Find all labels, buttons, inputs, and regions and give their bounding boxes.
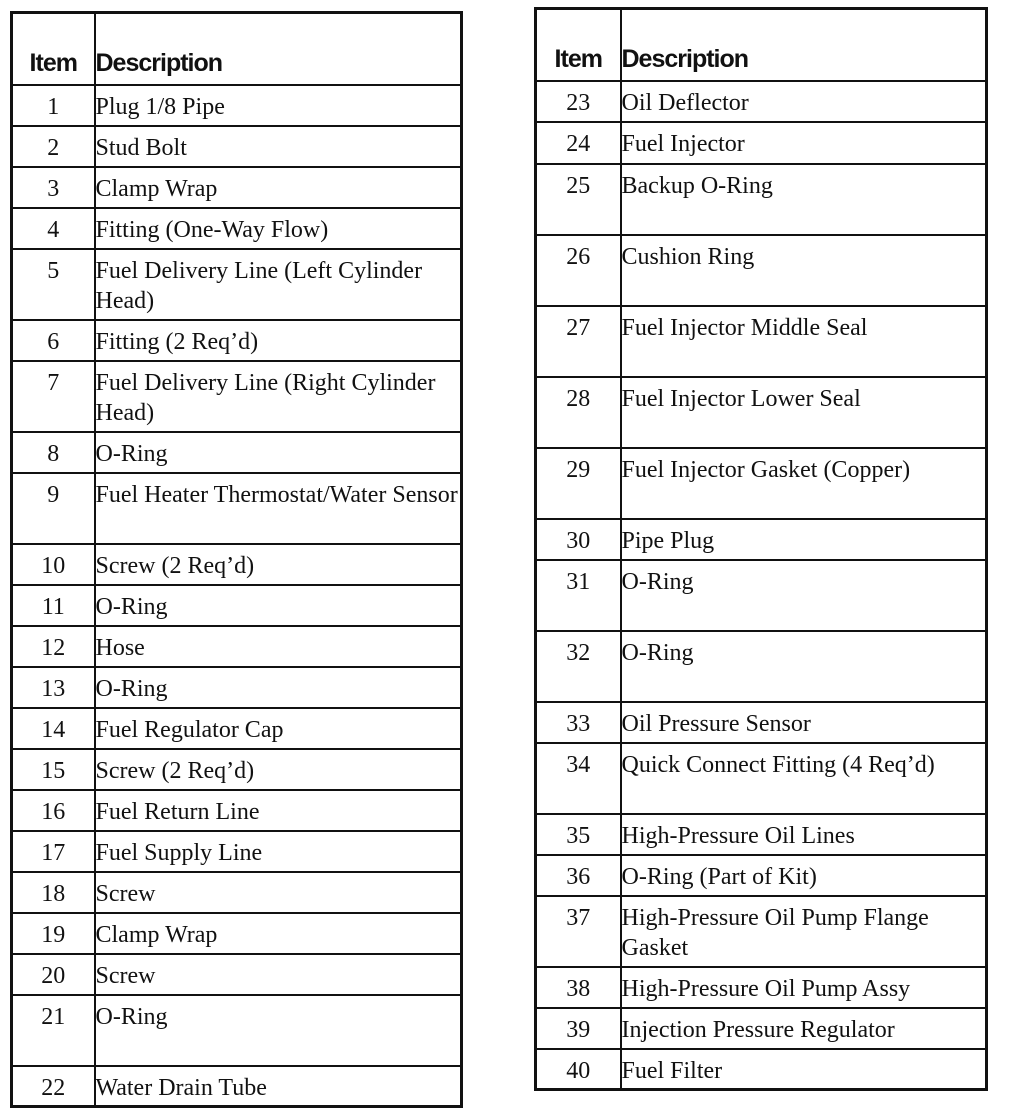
item-number: 6 (12, 320, 95, 361)
item-number: 5 (12, 249, 95, 320)
table-row (12, 708, 462, 749)
item-number: 2 (12, 126, 95, 167)
item-number: 26 (536, 235, 621, 306)
item-description: O-Ring (95, 432, 462, 473)
item-description: O-Ring (95, 585, 462, 626)
item-number: 9 (12, 473, 95, 544)
table-row (12, 167, 462, 208)
header-description: Description (95, 13, 462, 85)
item-description: O-Ring (621, 631, 987, 702)
item-number: 37 (536, 896, 621, 967)
item-description: Quick Connect Fitting (4 Req’d) (621, 743, 987, 814)
item-description: Fuel Injector Middle Seal (621, 306, 987, 377)
item-number: 31 (536, 560, 621, 631)
item-number: 25 (536, 164, 621, 235)
item-description: O-Ring (95, 995, 462, 1066)
item-number: 20 (12, 954, 95, 995)
item-description: Hose (95, 626, 462, 667)
item-number: 22 (12, 1066, 95, 1107)
table-row (12, 432, 462, 473)
table-row (12, 954, 462, 995)
table-row (12, 626, 462, 667)
header-description: Description (621, 9, 987, 81)
item-description: Fuel Delivery Line (Left Cylinder Head) (95, 249, 462, 320)
item-description: Fuel Delivery Line (Right Cylinder Head) (95, 361, 462, 432)
table-row (536, 1008, 987, 1049)
item-description: Oil Pressure Sensor (621, 702, 987, 743)
item-number: 8 (12, 432, 95, 473)
item-description: Screw (95, 872, 462, 913)
header-item: Item (12, 13, 95, 85)
item-description: Fitting (One-Way Flow) (95, 208, 462, 249)
item-description: Backup O-Ring (621, 164, 987, 235)
table-row (536, 235, 987, 306)
item-number: 19 (12, 913, 95, 954)
item-number: 40 (536, 1049, 621, 1090)
table-row (12, 831, 462, 872)
item-description: Oil Deflector (621, 81, 987, 122)
item-description: Screw (2 Req’d) (95, 544, 462, 585)
item-description: Fuel Heater Thermostat/Water Sensor (95, 473, 462, 544)
parts-table-right (534, 7, 988, 1091)
header-item: Item (536, 9, 621, 81)
item-number: 1 (12, 85, 95, 126)
table-row (536, 743, 987, 814)
table-row (12, 361, 462, 432)
table-row (536, 855, 987, 896)
table-row (536, 519, 987, 560)
table-row (12, 872, 462, 913)
table-row (12, 585, 462, 626)
table-row (536, 631, 987, 702)
item-description: Plug 1/8 Pipe (95, 85, 462, 126)
left-table-body (12, 85, 462, 1107)
right-table-body (536, 81, 987, 1090)
item-number: 28 (536, 377, 621, 448)
header-row (536, 9, 987, 81)
item-number: 30 (536, 519, 621, 560)
table-row (12, 473, 462, 544)
item-number: 15 (12, 749, 95, 790)
item-description: Cushion Ring (621, 235, 987, 306)
table-row (536, 81, 987, 122)
table-row (12, 1066, 462, 1107)
item-number: 23 (536, 81, 621, 122)
item-description: Fuel Supply Line (95, 831, 462, 872)
item-description: O-Ring (Part of Kit) (621, 855, 987, 896)
table-row (12, 249, 462, 320)
table-row (536, 896, 987, 967)
item-description: High-Pressure Oil Lines (621, 814, 987, 855)
item-number: 29 (536, 448, 621, 519)
item-number: 38 (536, 967, 621, 1008)
item-number: 21 (12, 995, 95, 1066)
table-row (536, 814, 987, 855)
item-number: 4 (12, 208, 95, 249)
item-number: 34 (536, 743, 621, 814)
item-description: Fuel Regulator Cap (95, 708, 462, 749)
item-number: 12 (12, 626, 95, 667)
item-description: Fitting (2 Req’d) (95, 320, 462, 361)
table-row (12, 544, 462, 585)
table-row (12, 126, 462, 167)
table-row (12, 749, 462, 790)
table-row (536, 560, 987, 631)
item-number: 7 (12, 361, 95, 432)
item-number: 27 (536, 306, 621, 377)
item-description: Screw (2 Req’d) (95, 749, 462, 790)
item-number: 24 (536, 122, 621, 164)
item-description: Fuel Injector Lower Seal (621, 377, 987, 448)
item-number: 10 (12, 544, 95, 585)
item-number: 33 (536, 702, 621, 743)
item-number: 3 (12, 167, 95, 208)
header-row (12, 13, 462, 85)
item-description: Fuel Return Line (95, 790, 462, 831)
item-number: 14 (12, 708, 95, 749)
item-number: 13 (12, 667, 95, 708)
item-description: Clamp Wrap (95, 913, 462, 954)
table-row (536, 377, 987, 448)
item-description: Fuel Filter (621, 1049, 987, 1090)
item-description: Pipe Plug (621, 519, 987, 560)
parts-table-left (10, 11, 463, 1108)
table-row (12, 667, 462, 708)
table-row (536, 306, 987, 377)
table-row (536, 967, 987, 1008)
item-number: 11 (12, 585, 95, 626)
table-row (12, 320, 462, 361)
item-description: Clamp Wrap (95, 167, 462, 208)
table-row (12, 208, 462, 249)
item-description: Screw (95, 954, 462, 995)
table-row (12, 85, 462, 126)
table-row (536, 1049, 987, 1090)
item-number: 36 (536, 855, 621, 896)
item-description: Water Drain Tube (95, 1066, 462, 1107)
table-row (12, 913, 462, 954)
table-row (12, 790, 462, 831)
table-row (536, 702, 987, 743)
item-description: High-Pressure Oil Pump Assy (621, 967, 987, 1008)
table-row (12, 995, 462, 1066)
item-description: O-Ring (621, 560, 987, 631)
item-description: O-Ring (95, 667, 462, 708)
item-number: 35 (536, 814, 621, 855)
table-row (536, 164, 987, 235)
table-row (536, 448, 987, 519)
item-description: Fuel Injector Gasket (Copper) (621, 448, 987, 519)
item-number: 39 (536, 1008, 621, 1049)
item-description: Injection Pressure Regulator (621, 1008, 987, 1049)
item-description: High-Pressure Oil Pump Flange Gasket (621, 896, 987, 967)
item-number: 16 (12, 790, 95, 831)
item-number: 32 (536, 631, 621, 702)
table-row (536, 122, 987, 164)
item-description: Stud Bolt (95, 126, 462, 167)
item-number: 17 (12, 831, 95, 872)
item-number: 18 (12, 872, 95, 913)
item-description: Fuel Injector (621, 122, 987, 164)
